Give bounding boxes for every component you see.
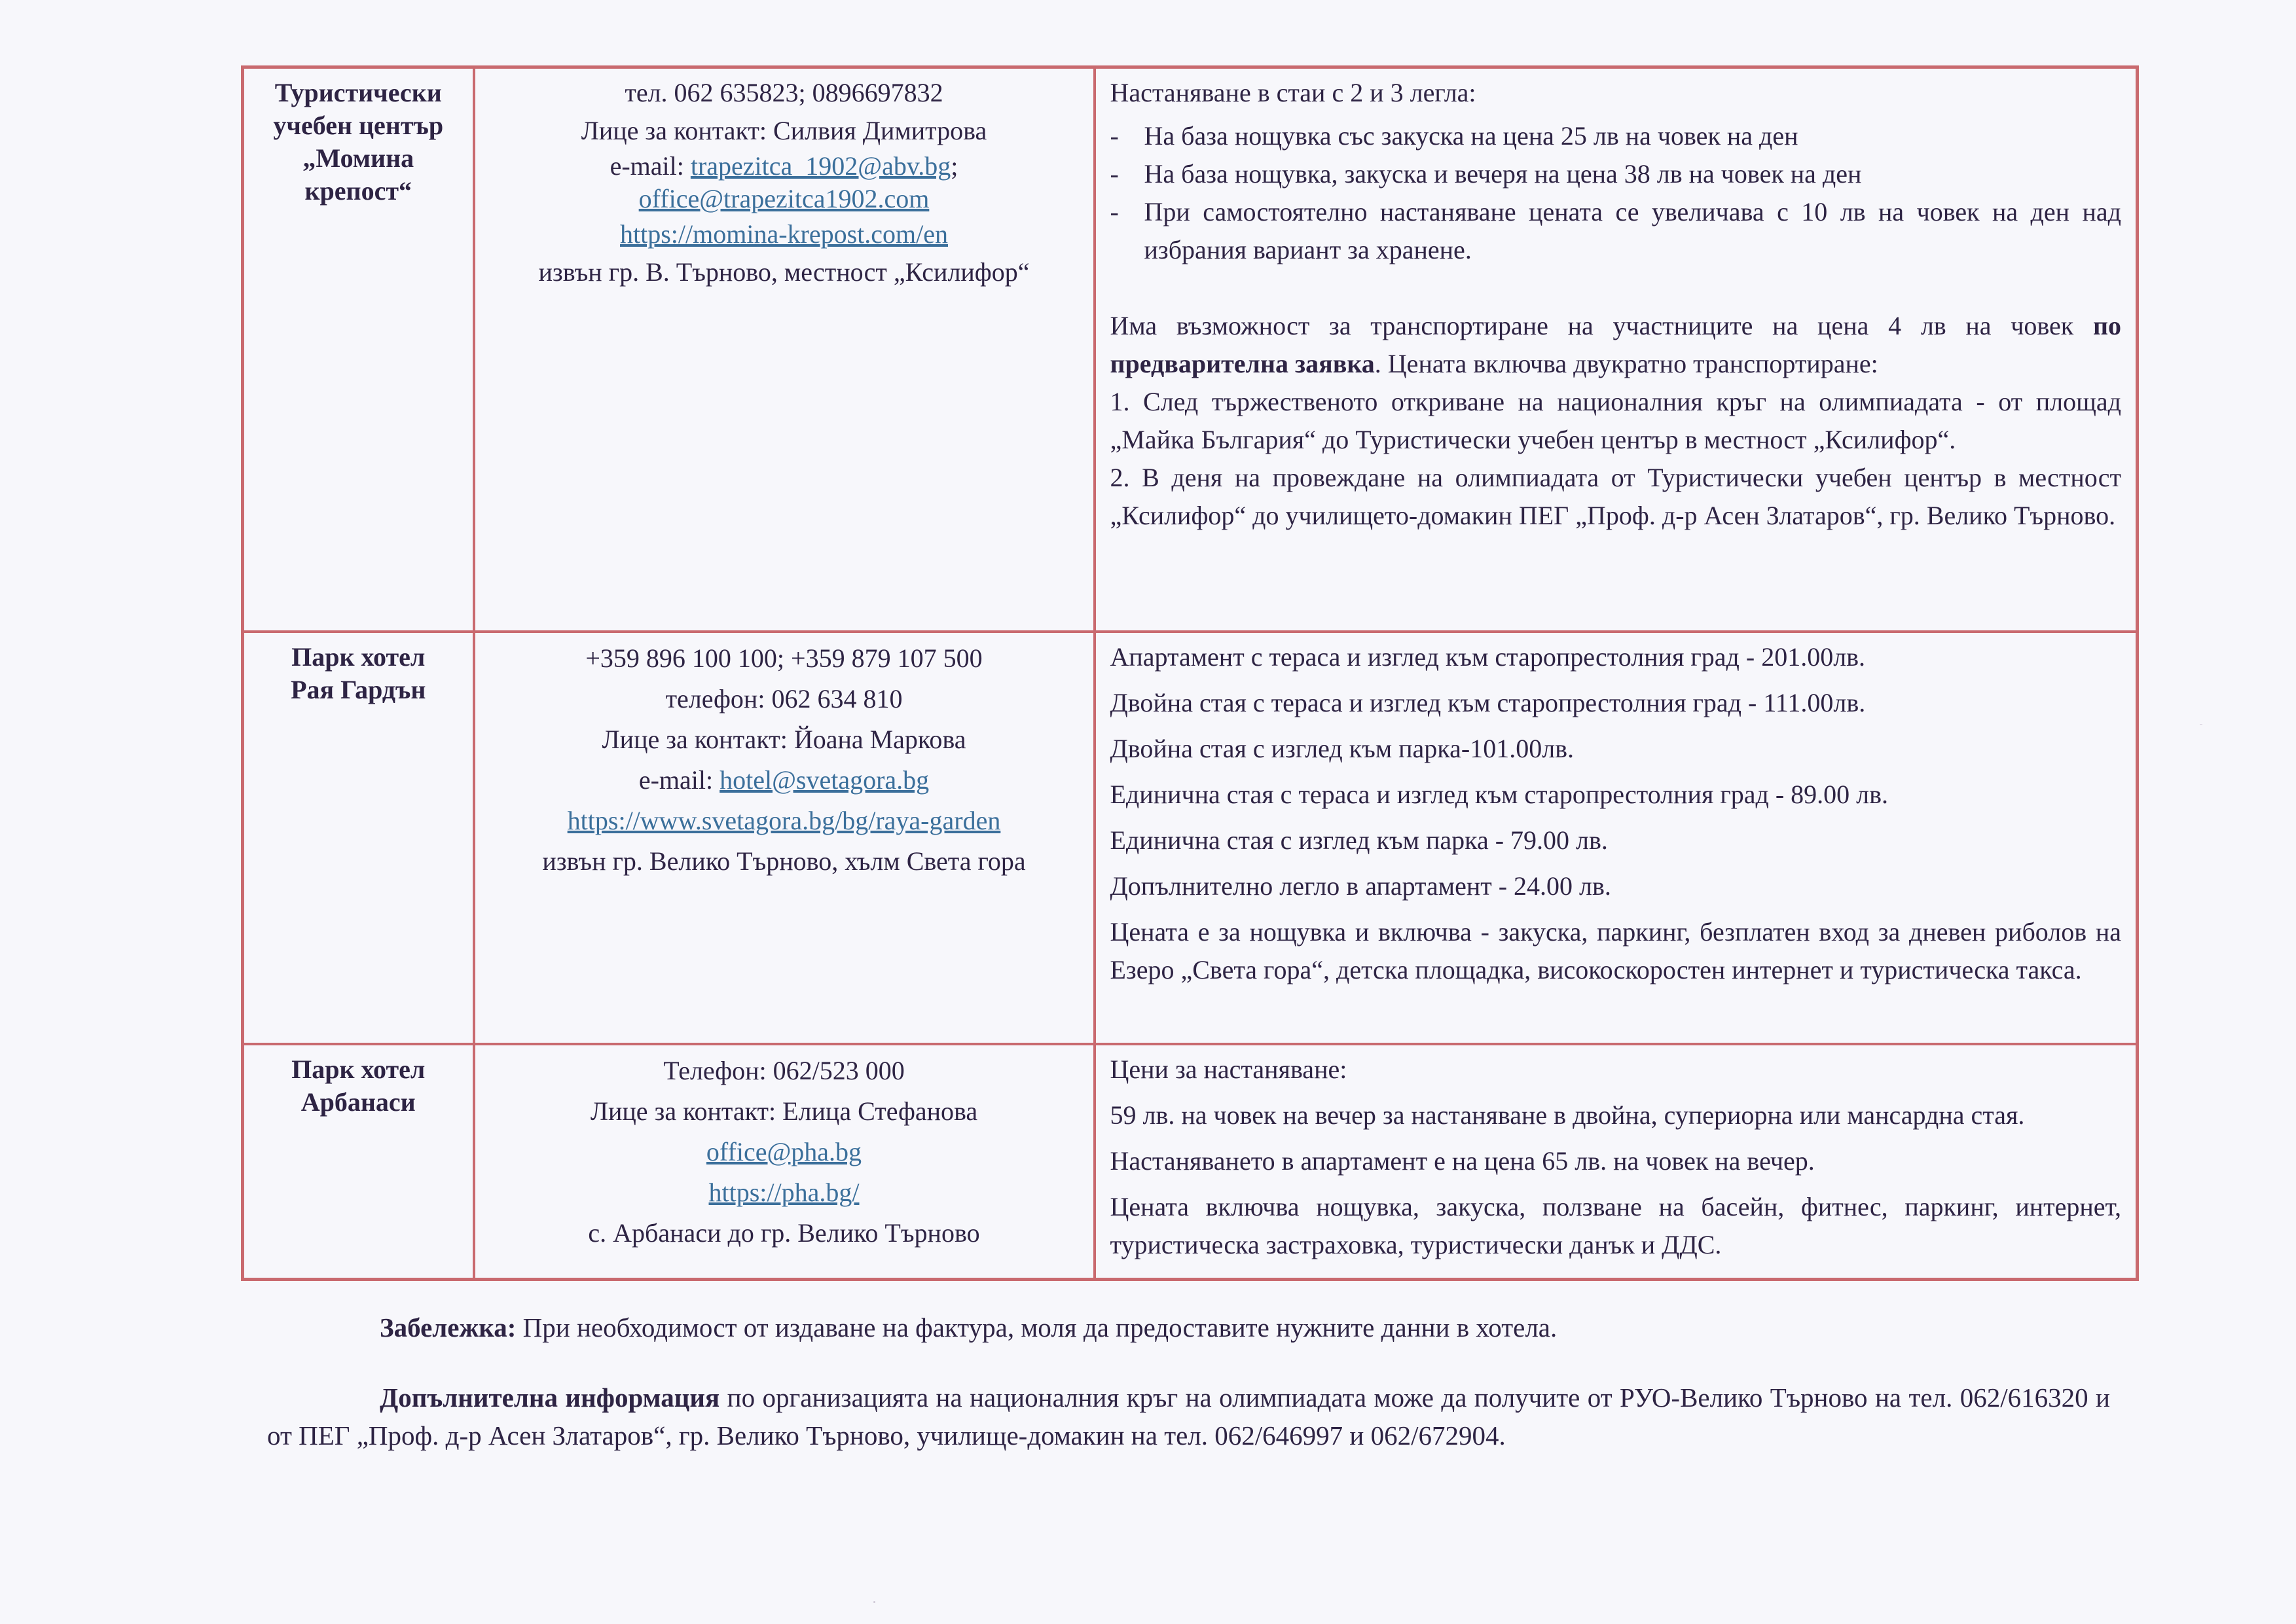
hotel-name-line: Парк хотел xyxy=(291,641,426,672)
pricing-intro: Настаняване в стаи с 2 и 3 легла: xyxy=(1110,78,1476,107)
contact-cell xyxy=(474,67,1095,632)
accommodation-table xyxy=(241,65,2139,1281)
website-link[interactable]: https://www.svetagora.bg/bg/raya-garden xyxy=(567,805,1001,835)
scan-speck xyxy=(873,1601,875,1603)
email-separator: ; xyxy=(951,151,958,181)
note-label: Забележка: xyxy=(380,1312,517,1343)
pricing-cell xyxy=(1095,67,2138,632)
pricing-item: - При самостоятелно настаняване цената се увеличава с 10 лв на човек на ден над избрания вариант за хранене. xyxy=(1110,197,2121,264)
additional-label: Допълнителна информация xyxy=(380,1382,720,1413)
email-label: e-mail: xyxy=(610,151,684,181)
price-item: Единична стая с изглед към парка - 79.00 лв. xyxy=(1110,825,1608,855)
hotel-name-line: Рая Гардън xyxy=(291,674,426,704)
email-link[interactable]: office@trapezitca1902.com xyxy=(638,184,930,213)
price-item: Настаняването в апартамент е на цена 65 лв. на човек на вечер. xyxy=(1110,1146,1815,1176)
pricing-cell xyxy=(1095,632,2138,1044)
email-line xyxy=(490,150,1079,183)
phone-text: телефон: 062 634 810 xyxy=(665,683,903,713)
pricing-item: - На база нощувка, закуска и вечеря на цена 38 лв на човек на ден xyxy=(1110,159,1862,189)
additional-text: по организацията на националния кръг на олимпиадата може да получите от РУО-Велико Търново на тел. 062/616320 и от ПЕГ „Проф. д-р Асен Златаров“, гр. Велико Търново, училище-домакин на тел. 062/646997 и 062/672904. xyxy=(267,1382,2110,1451)
website-link[interactable]: https://pha.bg/ xyxy=(708,1177,860,1207)
email-label: e-mail: xyxy=(638,765,714,795)
pricing-cell xyxy=(1095,1044,2138,1280)
contact-person: Лице за контакт: Елица Стефанова xyxy=(590,1096,978,1126)
hotel-name-line: Арбанаси xyxy=(301,1087,416,1117)
email-line xyxy=(490,760,1079,801)
address-text: извън гр. В. Търново, местност „Ксилифор“ xyxy=(538,257,1030,287)
table-row xyxy=(243,632,2138,1044)
invoice-note xyxy=(267,1308,2110,1346)
price-item: Единична стая с тераса и изглед към старопрестолния град - 89.00 лв. xyxy=(1110,779,1889,809)
price-note: Цената включва нощувка, закуска, ползване на басейн, фитнес, паркинг, интернет, туристическа застраховка, туристически данък и ДДС. xyxy=(1110,1191,2121,1259)
price-item: Апартамент с тераса и изглед към старопрестолния град - 201.00лв. xyxy=(1110,641,1866,672)
hotel-name-cell xyxy=(243,632,474,1044)
website-link[interactable]: https://momina-krepost.com/en xyxy=(619,219,949,249)
email-link[interactable]: office@pha.bg xyxy=(706,1136,862,1166)
table-row xyxy=(243,67,2138,632)
hotel-name-line: „Момина xyxy=(302,143,414,173)
price-item: 59 лв. на човек на вечер за настаняване в двойна, супериорна или мансардна стая. xyxy=(1110,1100,2025,1130)
scan-speck xyxy=(2200,724,2202,725)
email-link[interactable]: trapezitca_1902@abv.bg xyxy=(690,151,951,181)
address-text: с. Арбанаси до гр. Велико Търново xyxy=(588,1218,980,1248)
price-note: Цената е за нощувка и включва - закуска, паркинг, безплатен вход за дневен риболов на Езеро „Света гора“, детска площадка, високоскоростен интернет и туристическа такса. xyxy=(1110,916,2121,984)
hotel-name-line: Туристически xyxy=(274,78,442,107)
contact-cell xyxy=(474,1044,1095,1280)
hotel-name-line: крепост“ xyxy=(304,176,412,206)
address-text: извън гр. Велико Търново, хълм Света гора xyxy=(542,846,1026,876)
note-text: При необходимост от издаване на фактура, моля да предоставите нужните данни в хотела. xyxy=(516,1312,1558,1343)
price-item: Допълнително легло в апартамент - 24.00 лв. xyxy=(1110,871,1611,901)
price-item: Двойна стая с изглед към парка-101.00лв. xyxy=(1110,733,1575,763)
contact-person: Лице за контакт: Силвия Димитрова xyxy=(581,116,987,145)
contact-person: Лице за контакт: Йоана Маркова xyxy=(602,724,966,754)
price-intro: Цени за настаняване: xyxy=(1110,1054,1347,1084)
contact-cell xyxy=(474,632,1095,1044)
transport-item: 1. След тържественото откриване на националния кръг на олимпиадата - от площад „Майка България“ до Туристически учебен център в местност „Ксилифор“. xyxy=(1110,387,2121,454)
transport-item: 2. В деня на провеждане на олимпиадата от Туристически учебен център в местност „Ксилифор“ до училището-домакин ПЕГ „Проф. д-р Асен Златаров“, гр. Велико Търново. xyxy=(1110,463,2121,530)
transport-text: Има възможност за транспортиране на участниците на цена 4 лв на човек по предварителна заявка. Цената включва двукратно транспортиране: xyxy=(1110,311,2121,378)
phone-text: +359 896 100 100; +359 879 107 500 xyxy=(585,643,983,673)
hotel-name-line: учебен център xyxy=(273,111,444,140)
additional-info xyxy=(267,1379,2110,1454)
pricing-item: - На база нощувка със закуска на цена 25 лв на човек на ден xyxy=(1110,121,1798,151)
email-link[interactable]: hotel@svetagora.bg xyxy=(720,765,930,795)
phone-text: тел. 062 635823; 0896697832 xyxy=(625,78,943,107)
hotel-name-line: Парк хотел xyxy=(291,1054,426,1084)
hotel-name-cell xyxy=(243,1044,474,1280)
price-item: Двойна стая с тераса и изглед към старопрестолния град - 111.00лв. xyxy=(1110,687,1866,717)
hotel-name-cell xyxy=(243,67,474,632)
table-row xyxy=(243,1044,2138,1280)
phone-text: Телефон: 062/523 000 xyxy=(663,1055,905,1085)
